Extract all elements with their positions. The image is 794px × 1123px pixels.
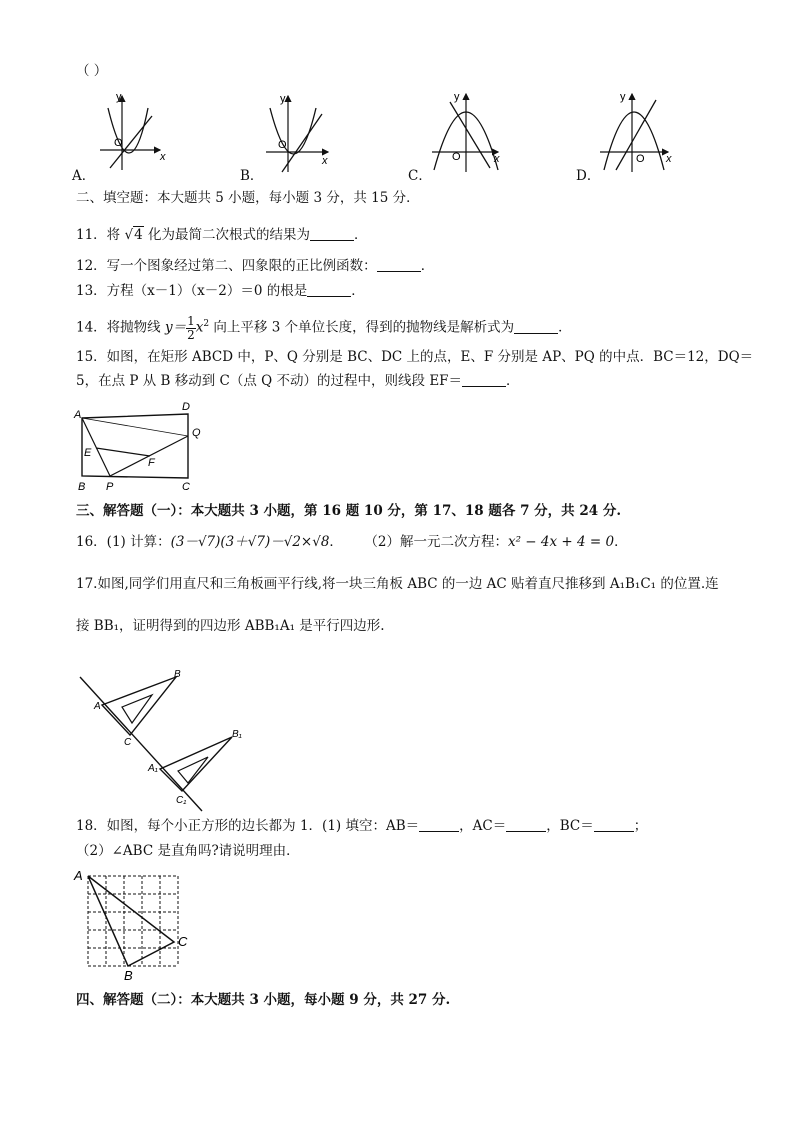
option-a-label: A． — [72, 168, 96, 184]
section-2-title: 二、填空题：本大题共 5 小题，每小题 3 分，共 15 分． — [76, 190, 420, 206]
q18-bc-blank — [594, 817, 634, 832]
section-3-title: 三、解答题（一）：本大题共 3 小题，第 16 题 10 分，第 17、18 题各 7 分，共 24 分. — [76, 503, 622, 519]
fig17-label-b1: B₁ — [232, 729, 242, 740]
fig15-label-e: E — [84, 447, 92, 459]
q15-answer-blank — [462, 372, 506, 387]
fig15-label-b: B — [78, 481, 86, 493]
q12-answer-blank — [377, 257, 421, 272]
graph-d-x-label: x — [666, 153, 672, 165]
option-b-label: B． — [240, 168, 264, 184]
graph-a-origin-label: O — [114, 137, 123, 149]
question-15-line-2: 5，在点 P 从 B 移动到 C（点 Q 不动）的过程中，则线段 EF＝ ． — [76, 373, 520, 389]
q11-radicand: 4 — [134, 227, 143, 243]
fig18-label-c: C — [178, 934, 188, 949]
graph-b-origin-label: O — [278, 139, 287, 151]
fig18-label-a: A — [74, 868, 83, 883]
q18-ab-blank — [419, 817, 459, 832]
fig15-label-q: Q — [192, 427, 201, 439]
q13-answer-blank — [307, 282, 351, 297]
question-17-line-2: 接 BB₁，证明得到的四边形 ABB₁A₁ 是平行四边形. — [76, 618, 385, 634]
question-16: 16．(1) 计算：(3－√7)(3＋√7)－√2×√8． （2）解一元二次方程：x² − 4x + 4 = 0． — [76, 534, 628, 550]
q16-expression-1: (3－√7)(3＋√7)－√2×√8 — [170, 534, 330, 550]
graph-c-x-label: x — [494, 153, 500, 165]
fig15-label-p: P — [106, 481, 114, 493]
fig15-label-d: D — [182, 401, 190, 413]
fig15-label-f: F — [148, 457, 155, 469]
question-11: 11．将 √4 化为最简二次根式的结果为 ． — [76, 227, 368, 243]
option-c-label: C． — [408, 168, 432, 184]
fig17-label-a: A — [94, 701, 101, 712]
graph-a — [100, 91, 166, 170]
fig17-label-c: C — [124, 737, 132, 748]
question-15-line-1: 15．如图，在矩形 ABCD 中，P、Q 分别是 BC、DC 上的点，E、F 分别是 AP、PQ 的中点．BC＝12，DQ＝ — [76, 349, 754, 365]
section-4-title: 四、解答题（二）：本大题共 3 小题，每小题 9 分，共 27 分. — [76, 992, 451, 1008]
graph-b-x-label: x — [322, 155, 328, 167]
graph-a-y-label: y — [116, 91, 122, 103]
fig17-label-c1: C₁ — [176, 795, 187, 806]
question-13: 13．方程（x－1）（x－2）＝0 的根是 ． — [76, 283, 365, 299]
q14-fraction: $\frac{1}{2}$ — [187, 313, 195, 342]
fig17-label-b: B — [174, 669, 181, 680]
q14-answer-blank — [514, 319, 558, 334]
question-12: 12．写一个图象经过第二、四象限的正比例函数： ． — [76, 258, 435, 274]
fig17-label-a1: A₁ — [148, 763, 158, 774]
graph-c-origin-label: O — [452, 151, 461, 163]
answer-bracket: （ ） — [76, 63, 108, 79]
q16-expression-2: x² − 4x + 4 = 0 — [507, 534, 615, 550]
graph-b — [266, 93, 328, 172]
graph-d — [600, 91, 672, 172]
graph-b-y-label: y — [280, 93, 286, 105]
fig15-label-a: A — [74, 409, 82, 421]
question-18-line-1: 18．如图，每个小正方形的边长都为 1．(1) 填空：AB＝ ，AC＝ ，BC＝ ； — [76, 818, 648, 834]
figure-18-grid — [72, 866, 202, 982]
fig15-label-c: C — [182, 481, 190, 493]
figure-17-triangles — [72, 665, 262, 815]
graph-c-y-label: y — [454, 91, 460, 103]
option-d-label: D． — [576, 168, 601, 184]
question-17-line-1: 17.如图,同学们用直尺和三角板画平行线,将一块三角板 ABC 的一边 AC 贴着直尺推移到 A₁B₁C₁ 的位置.连 — [76, 576, 719, 592]
graph-d-origin-label: O — [636, 153, 645, 165]
graph-d-y-label: y — [620, 91, 626, 103]
q11-answer-blank — [310, 226, 354, 241]
graph-c — [432, 91, 500, 172]
question-18-line-2: （2）∠ABC 是直角吗?请说明理由． — [76, 843, 300, 859]
q18-ac-blank — [506, 817, 546, 832]
graph-a-x-label: x — [160, 151, 166, 163]
question-14: 14．将抛物线 y＝ $\frac{1}{2}$ $x^2$ 向上平移 3 个单位长度，得到的抛物线是解析式为 ． — [76, 313, 572, 342]
fig18-label-b: B — [124, 968, 133, 982]
figure-15-rectangle — [72, 398, 212, 494]
option-graphs — [70, 88, 710, 188]
